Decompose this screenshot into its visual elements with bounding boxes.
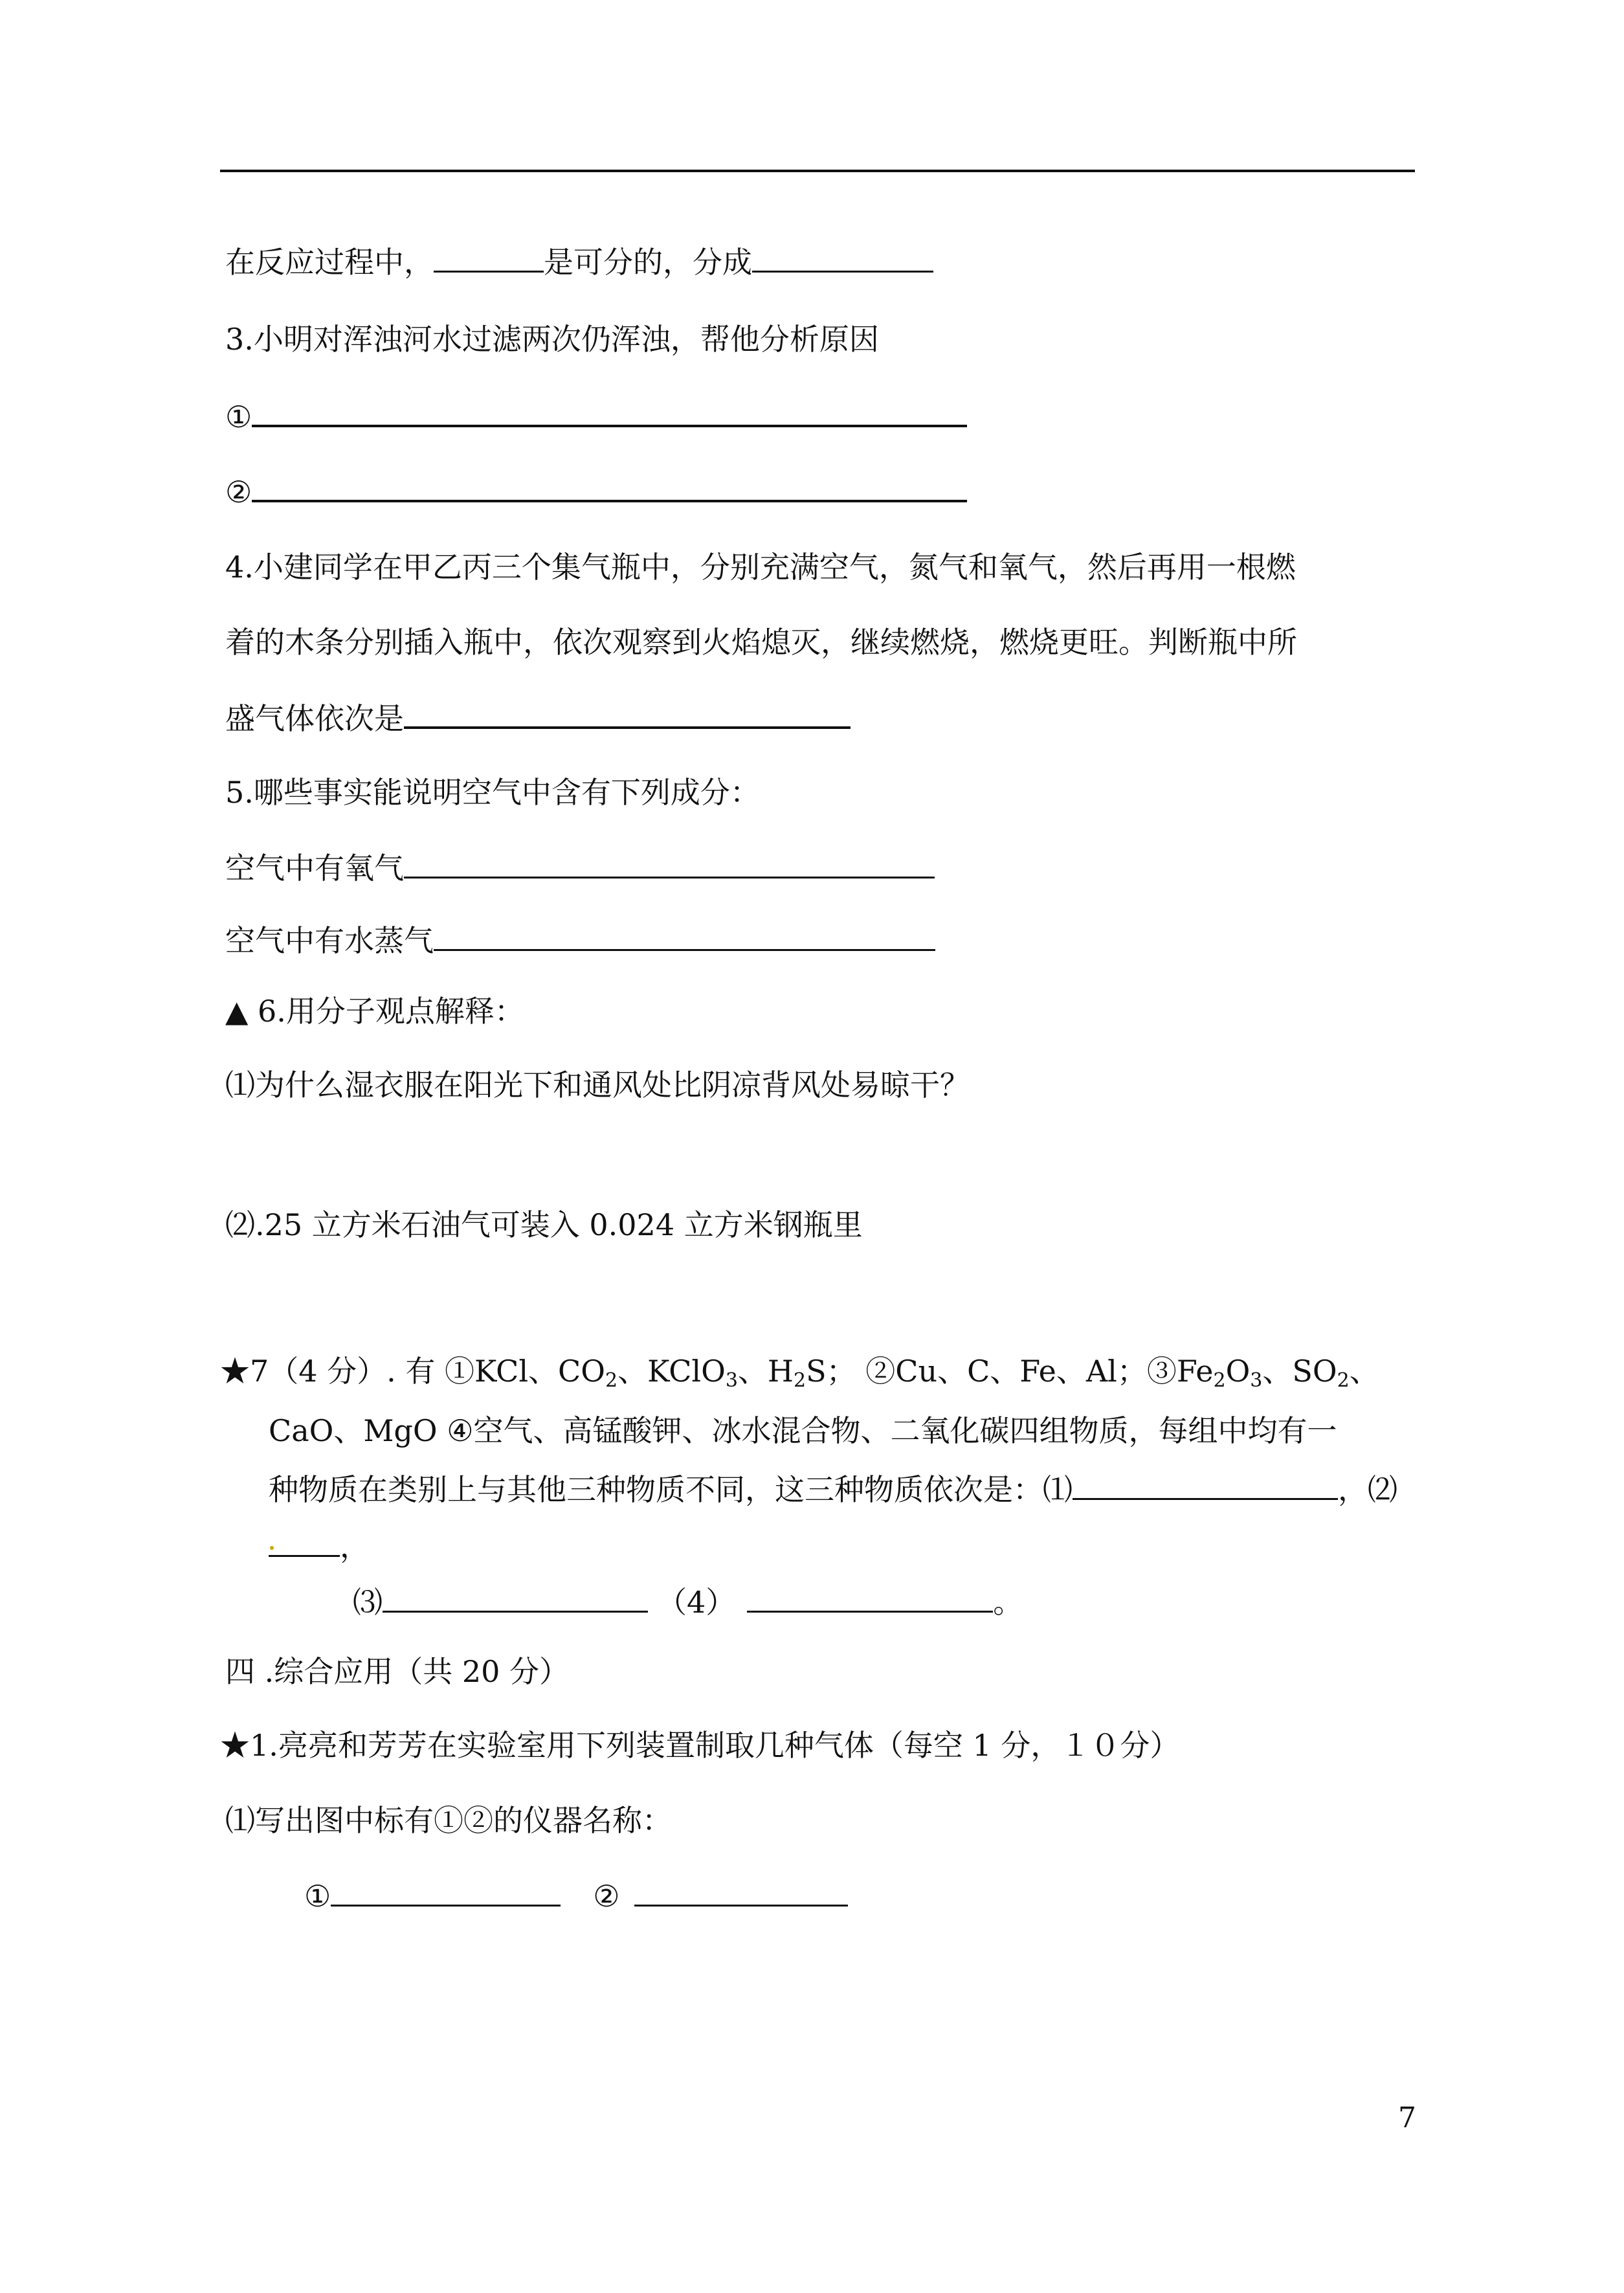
subscript: 3 — [725, 1369, 738, 1392]
answer-blank[interactable] — [1073, 1470, 1338, 1500]
q2-continuation — [225, 242, 933, 281]
answer-blank[interactable] — [404, 698, 851, 729]
q5-oxygen — [225, 848, 935, 887]
q7-text: S； ②Cu、C、Fe、Al；③Fe — [806, 1354, 1214, 1389]
answer-blank[interactable] — [269, 1527, 340, 1557]
question-7-line-3 — [269, 1470, 1397, 1508]
question-7-line-5 — [353, 1582, 1023, 1621]
subscript: 2 — [605, 1369, 618, 1392]
q2-text-mid: 是可分的，分成 — [544, 245, 752, 280]
question-7-line-4 — [269, 1527, 370, 1565]
q5-water-label: 空气中有水蒸气 — [225, 923, 434, 958]
question-4-line-1: 4.小建同学在甲乙丙三个集气瓶中，分别充满空气，氮气和氧气，然后再用一根燃 — [225, 550, 1296, 585]
q4-text: 盛气体依次是 — [225, 701, 404, 736]
question-6-part-2: ⑵.25 立方米石油气可装入 0.024 立方米钢瓶里 — [225, 1207, 863, 1242]
answer-blank[interactable] — [434, 921, 935, 951]
answer-blank[interactable] — [331, 1876, 561, 1907]
subscript: 2 — [794, 1369, 806, 1392]
section-4-question-1: ★1.亮亮和芳芳在实验室用下列装置制取几种气体（每空 1 分，１０分） — [220, 1728, 1180, 1763]
q7-text: 、KClO — [617, 1354, 726, 1389]
question-3: 3.小明对浑浊河水过滤两次仍浑浊，帮他分析原因 — [225, 322, 879, 357]
answer-blank[interactable] — [252, 471, 967, 502]
question-5: 5.哪些事实能说明空气中含有下列成分： — [225, 775, 760, 810]
q5-water — [225, 921, 935, 959]
answer-blank[interactable] — [634, 1876, 848, 1907]
q3-answer-2 — [225, 471, 967, 510]
answer-blank[interactable] — [752, 242, 933, 273]
q7-text: 种物质在类别上与其他三种物质不同，这三种物质依次是：⑴ — [269, 1472, 1073, 1507]
q7-text: 。 — [993, 1585, 1023, 1620]
circled-marker: ① — [304, 1879, 331, 1914]
q7-text: 、 — [1349, 1354, 1379, 1389]
q5-oxygen-label: 空气中有氧气 — [225, 851, 404, 886]
answer-blank[interactable] — [747, 1582, 993, 1613]
ink-dot — [270, 1546, 274, 1550]
answer-blank[interactable] — [404, 848, 935, 878]
subscript: 2 — [1337, 1369, 1350, 1392]
q7-text: 、H — [737, 1354, 794, 1389]
question-4-line-2: 着的木条分别插入瓶中，依次观察到火焰熄灭，继续燃烧，燃烧更旺。判断瓶中所 — [225, 625, 1297, 660]
page-number: 7 — [1398, 2101, 1416, 2134]
circled-marker: ① — [225, 399, 252, 434]
q7-text: （4） — [657, 1585, 736, 1620]
q7-text: O — [1225, 1354, 1251, 1389]
answer-blank[interactable] — [252, 396, 967, 427]
answer-blank[interactable] — [434, 242, 544, 273]
circled-marker: ② — [593, 1879, 620, 1914]
answer-blank[interactable] — [383, 1582, 648, 1613]
q7-text: 、SO — [1262, 1354, 1337, 1389]
subscript: 3 — [1250, 1369, 1263, 1392]
question-7-line-2: CaO、MgO ④空气、高锰酸钾、冰水混合物、二氧化碳四组物质，每组中均有一 — [269, 1413, 1337, 1448]
q3-answer-1 — [225, 396, 967, 435]
section-4-instrument-answers — [304, 1876, 848, 1915]
q2-text-pre: 在反应过程中， — [225, 245, 434, 280]
q7-text: ★7（4 分）. 有 ①KCl、CO — [220, 1354, 605, 1389]
subscript: 2 — [1213, 1369, 1226, 1392]
q7-text: ， — [340, 1529, 370, 1564]
circled-marker: ② — [225, 475, 252, 509]
question-6: ▲ 6.用分子观点解释： — [225, 994, 524, 1029]
question-6-part-1: ⑴为什么湿衣服在阳光下和通风处比阴凉背风处易晾干？ — [225, 1068, 970, 1102]
q7-text: ⑶ — [353, 1585, 383, 1620]
q7-text: ，⑵ — [1338, 1472, 1397, 1507]
question-7-line-1 — [220, 1352, 1379, 1391]
question-4-line-3 — [225, 698, 851, 737]
section-4-question-1-part-1: ⑴写出图中标有①②的仪器名称： — [225, 1803, 672, 1838]
header-rule — [220, 170, 1415, 172]
section-4-title: 四 .综合应用（共 20 分） — [225, 1654, 570, 1689]
